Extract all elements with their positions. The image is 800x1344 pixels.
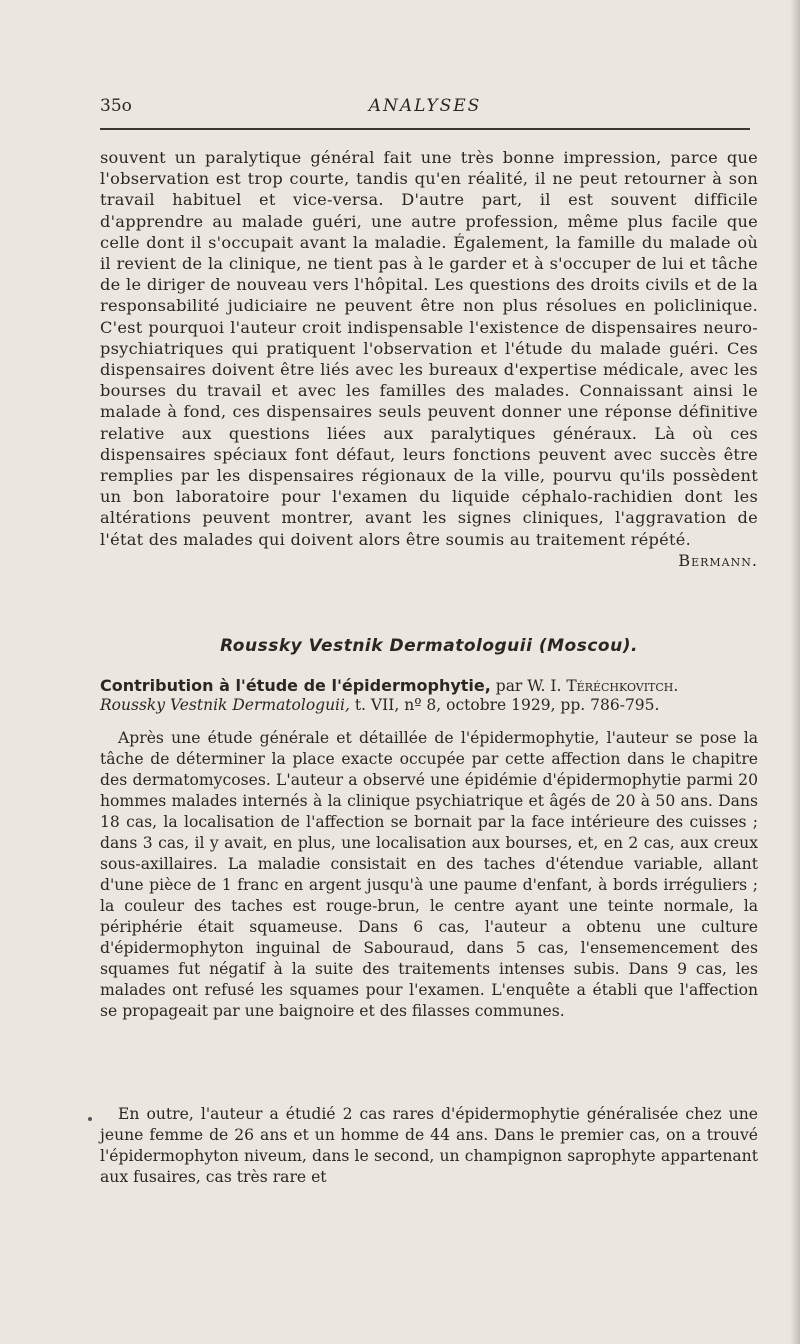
article-source: Roussky Vestnik Dermatologuii, [100, 696, 350, 714]
article-by: par W. I. [490, 677, 567, 695]
article-citation: t. VII, nº 8, octobre 1929, pp. 786-795. [349, 696, 660, 714]
paragraph-body: Après une étude générale et détaillée de l'épidermophytie, l'auteur se pose la tâche de déterminer la place exacte occupée par cette affection dans le chapitre des dermatomycoses. L'auteur a observé une épidémie d'épidermophytie parmi 20 hommes malades internés à la clinique psychiatrique et âgés de 20 à 50 ans. Dans 18 cas, la localisation de l'affection se bornait par la face intérieure des cuisses ; dans 3 cas, il y avait, en plus, une localisation aux bourses, et, en 2 cas, aux creux sous-axillaires. La maladie consistait en des taches d'étendue variable, allant d'une pièce de 1 franc en argent jusqu'à une paume d'enfant, à bords irréguliers ; la couleur des taches est rouge-brun, le centre ayant une teinte normale, la périphérie était squameuse. Dans 6 cas, l'auteur a obtenu une culture d'épidermophyton inguinal de Sabouraud, dans 5 cas, l'ensemencement des squames fut négatif à la suite des traitements intenses subis. Dans 9 cas, les malades ont refusé les squames pour l'examen. L'enquête a établi que l'affection se propageait par une baignoire et des filasses communes. [100, 729, 758, 1020]
page-edge-shadow [790, 0, 800, 1344]
article-author: Téréchkovitch. [566, 677, 679, 695]
paragraph-text: souvent un paralytique général fait une très bonne impression, parce que l'observation est trop courte, tandis qu'en réalité, il ne peut retourner à son travail habituel et vice-versa. D'autre part, il est souvent difficile d'apprendre au malade guéri, une autre profession, même plus facile que celle dont il s'occupait avant la maladie. Également, la famille du malade où il revient de la clinique, ne tient pas à le garder et à s'occuper de lui et tâche de le diriger de nouveau vers l'hôpital. Les questions des droits civils et de la responsabilité judiciaire ne peuvent être non plus résolues en policlinique. C'est pourquoi l'auteur croit indispensable l'existence de dispensaires neuro-psychiatriques qui pratiquent l'observation et l'étude du malade guéri. Ces dispensaires doivent être liés avec les bureaux d'expertise médicale, avec les bourses du travail et avec les familles des malades. Connaissant ainsi le malade à fond, ces dispensaires seuls peuvent donner une réponse définitive relative aux questions liées aux paralytiques généraux. Là où ces dispensaires spéciaux font défaut, leurs fonctions peuvent avec succès être remplies par les dispensaires régionaux de la ville, pourvu qu'ils possèdent un bon laboratoire pour l'examen du liquide céphalo-rachidien dont les altérations peuvent montrer, avant les signes cliniques, l'aggravation de l'état des malades qui doivent alors être soumis au traitement répété. [100, 148, 758, 549]
paragraph-body-2: En outre, l'auteur a étudié 2 cas rares d'épidermophytie généralisée chez une jeune femme de 26 ans et un homme de 44 ans. Dans le premier cas, on a trouvé l'épidermophyton niveum, dans le second, un champignon saprophyte appartenant aux fusaires, cas très rare et [100, 1105, 758, 1186]
journal-section-title: Roussky Vestnik Dermatologuii (Moscou). [220, 636, 638, 656]
header-rule [100, 128, 750, 130]
running-header [100, 96, 750, 124]
article-heading [100, 676, 760, 715]
article-title: Contribution à l'étude de l'épidermophytie, [100, 676, 491, 695]
author-signature: Bermann. [678, 550, 758, 570]
margin-mark [88, 1117, 92, 1121]
paragraph-continued [100, 147, 758, 571]
running-title: ANALYSES [368, 96, 482, 116]
page-number: 35o [100, 96, 132, 116]
